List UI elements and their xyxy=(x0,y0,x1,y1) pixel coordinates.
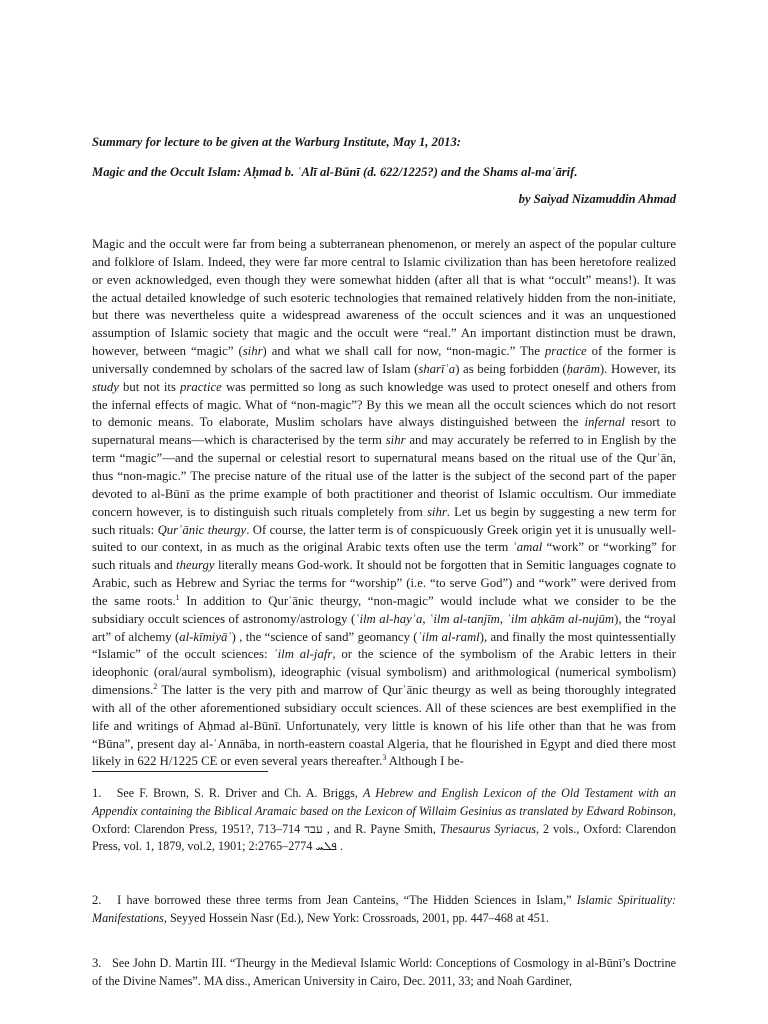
footnote-ref-3[interactable]: 3 xyxy=(382,753,387,763)
footnote-3: 3. See John D. Martin III. “Theurgy in the Medieval Islamic World: Conceptions of Cosmology in al-Būnī’s Doctrine of the Divine Names”. MA diss., American University in Cairo, Dec. 2011, 33; and Noah Gardiner, xyxy=(92,956,676,988)
footnote-1: 1. See F. Brown, S. R. Driver and Ch. A. Briggs, A Hebrew and English Lexicon of the Old Testament with an Appendix containing the Biblical Aramaic based on the Lexicon of Willaim Gesinius as translated by Edward Robinson, Oxford: Clarendon Press, 1951?, 713–714 עבד , and R. Payne Smith, Thesaurus Syriacus, 2 vols., Oxford: Clarendon Press, vol. 1, 1879, vol.2, 1901; 2:2765–2774 ܦܠܚ . xyxy=(92,786,677,854)
footnote-divider xyxy=(92,771,268,772)
body-paragraph: Magic and the occult were far from being a subterranean phenomenon, or merely an aspect of the popular culture and folklore of Islam. Indeed, they were far more central to Islamic civilization than has been heretofore realized or even acknowledged, even though they were somewhat hidden (after all that is what “occult” means!). It was the actual detailed knowledge of such esoteric technologies that remained relatively hidden from the non-initiate, but there was nevertheless quite a widespread awareness of the occult sciences and it was an unquestioned assumption of Islamic society that magic and the occult were “real.” An important distinction must be drawn, however, between “magic” (sihr) and what we shall call for now, “non-magic.” The practice of the former is universally condemned by scholars of the sacred law of Islam (sharīʿa) as being forbidden (ḥarām). However, its study but not its practice was permitted so long as such knowledge was used to protect oneself and others from the infernal effects of magic. What of “non-magic”? By this we mean all the occult sciences which do not resort to demonic means. To elaborate, Muslim scholars have always distinguished between the infernal resort to supernatural means—which is characterised by the term sihr and may accurately be referred to in English by the term “magic”—and the supernal or celestial resort to supernatural means based on the ritual use of the Qurʾān, thus “non-magic.” The precise nature of the ritual use of the latter is the subject of the second part of the paper devoted to al-Būnī as the prime example of both practitioner and theorist of Islamic occultism. Our immediate concern however, is to distinguish such rituals completely from sihr. Let us begin by suggesting a new term for such rituals: Qurʾānic theurgy. Of course, the latter term is of conspicuously Greek origin yet it is unusually well-suited to our context, in as much as the original Arabic texts often use the term ʿamal “work” or “working” for such rituals and theurgy literally means God-work. It should not be forgotten that in Semitic languages cognate to Arabic, such as Hebrew and Syriac the terms for “worship” (i.e. “to serve God”) and “work” were derived from the same roots.$^1$ In addition to Qurʾānic theurgy, “non-magic” would include what we consider to be the subsidiary occult sciences of astronomy/astrology (ʿilm al-hayʾa, ʿilm al-tanjīm, ʿilm aḥkām al-nujūm), the “royal art” of alchemy (al-kīmiyāʾ) , the “science of sand” geomancy (ʿilm al-raml), and finally the most quintessentially “Islamic” of the occult sciences: ʿilm al-jafr, or the science of the symbolism of the Arabic letters in their ideophonic (oral/aural symbolism), ideographic (visual symbolism) and arithmological (numerical symbolism) dimensions.$^2$ The latter is the very pith and marrow of Qurʾānic theurgy as well as being thoroughly integrated with all of the other aforementioned subsidiary occult sciences. All of these sciences are best exemplified in the life and writings of Aḥmad al-Būnī. Unfortunately, very little is known of his life other than that he was from “Būna”, present day al-ʿAnnāba, in north-eastern coastal Algeria, that he flourished in Egypt and died there most likely in 622 H/1225 CE or even several years thereafter.$^3$ Although I be- xyxy=(92,237,677,769)
lecture-summary-heading: Summary for lecture to be given at the Warburg Institute, May 1, 2013: xyxy=(92,135,461,149)
footnote-2: 2. I have borrowed these three terms from Jean Canteins, “The Hidden Sciences in Islam,” Islamic Spirituality: Manifestations, Seyyed Hossein Nasr (Ed.), New York: Crossroads, 2001, pp. 447–468 at 451. xyxy=(92,893,676,925)
footnote-ref-2[interactable]: 2 xyxy=(153,681,158,691)
author-byline: by Saiyad Nizamuddin Ahmad xyxy=(518,192,676,206)
lecture-title: Magic and the Occult Islam: Aḥmad b. ʿAlī al-Būnī (d. 622/1225?) and the Shams al-maʿārif. xyxy=(92,165,578,179)
footnote-ref-1[interactable]: 1 xyxy=(175,592,180,602)
